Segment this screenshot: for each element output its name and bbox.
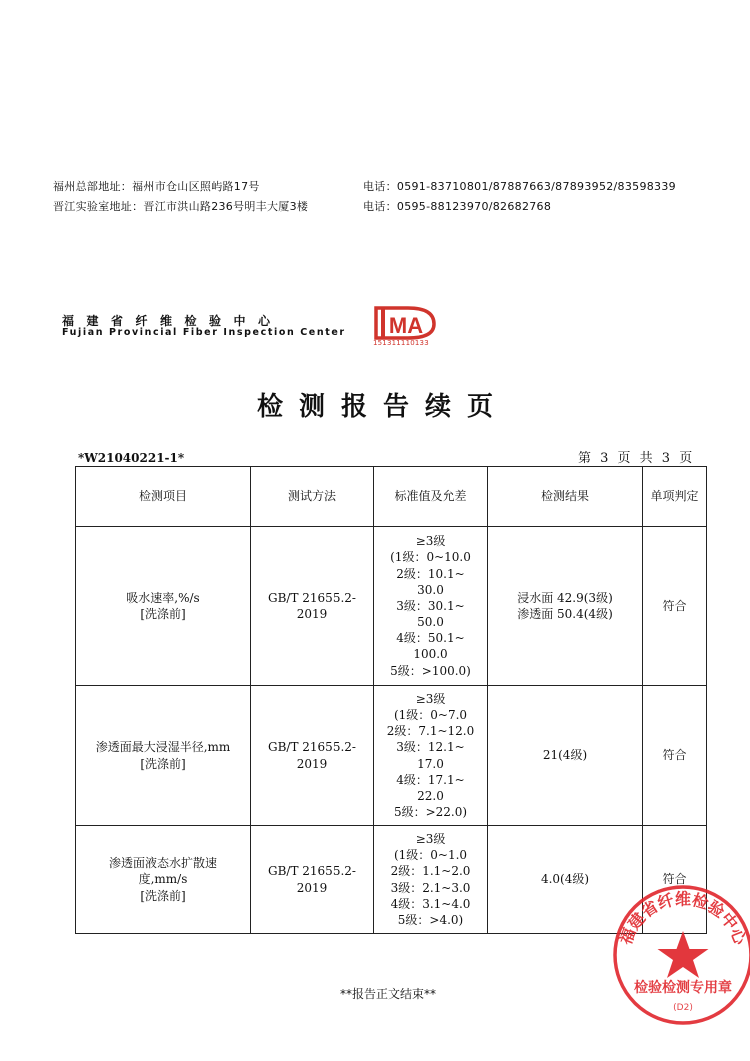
cell-standard (374, 686, 488, 826)
cell-standard (374, 826, 488, 934)
cell-method (251, 686, 374, 826)
cell-standard (374, 527, 488, 686)
col-header-verdict: 单项判定 (643, 467, 707, 527)
cell-method (251, 826, 374, 934)
method-line: GB/T 21655.2- (268, 740, 356, 755)
item-line: [洗涤前] (140, 756, 186, 771)
standard-line: 2级：10.1~ (396, 566, 465, 581)
item-line: [洗涤前] (140, 607, 186, 621)
method-line: GB/T 21655.2- (268, 864, 356, 879)
seal-ring-text: 福建省纤维检验中心 (615, 889, 750, 948)
method-line: 2019 (296, 756, 328, 771)
item-line: 吸水速率,%/s (126, 590, 200, 605)
cell-item (76, 527, 251, 686)
cell-result (488, 686, 643, 826)
item-line: 渗透面液态水扩散速 (108, 856, 217, 871)
cell-verdict: 符合 (643, 826, 707, 934)
standard-line: 3级：2.1~3.0 (390, 880, 471, 895)
cell-method (251, 527, 374, 686)
hq-address-line (53, 178, 676, 194)
standard-line: 17.0 (417, 756, 444, 771)
item-line: [洗涤前] (140, 888, 186, 903)
standard-line: 3级：30.1~ (396, 598, 465, 613)
item-line: 度,mm/s (138, 872, 188, 887)
table-header-row (76, 467, 707, 527)
standard-line: 5级：>4.0) (397, 912, 464, 927)
standard-line: 30.0 (417, 582, 444, 597)
page-info: 第 3 页 共 3 页 (578, 451, 695, 466)
standard-line: 2级：7.1~12.0 (386, 724, 475, 739)
result-line: 4.0(4级) (540, 872, 590, 887)
standard-line: 3级：12.1~ (396, 740, 465, 755)
standard-line: 4级：17.1~ (396, 772, 465, 787)
item-line: 渗透面最大浸湿半径,mm (95, 740, 231, 755)
standard-line: ≥3级 (415, 691, 446, 706)
method-line: 2019 (296, 607, 328, 621)
official-seal-stamp (609, 881, 750, 1029)
standard-line: 100.0 (413, 647, 448, 662)
cma-number: 151311110133 (373, 339, 429, 347)
lab-phone: 电话：0595-88123970/82682768 (363, 200, 552, 213)
table-row (76, 527, 707, 686)
method-line: 2019 (296, 880, 328, 895)
result-line: 21(4级) (542, 748, 588, 763)
seal-code: (D2) (673, 1003, 693, 1013)
hq-address: 福州总部地址：福州市仓山区照屿路17号 (53, 180, 260, 193)
table-row (76, 686, 707, 826)
org-name-cn: 福建省纤维检验中心 (62, 314, 283, 328)
standard-line: 2级：1.1~2.0 (390, 864, 471, 879)
cell-verdict: 符合 (643, 527, 707, 686)
standard-line: 5级：>100.0) (390, 663, 471, 678)
cell-result (488, 527, 643, 686)
cell-verdict: 符合 (643, 686, 707, 826)
standard-line: ≥3级 (415, 831, 446, 846)
seal-inner-text: 检验检测专用章 (634, 980, 732, 996)
cell-item (76, 826, 251, 934)
standard-line: 4级：50.1~ (396, 631, 465, 646)
standard-line: 4级：3.1~4.0 (390, 896, 471, 911)
standard-line: 50.0 (417, 615, 444, 630)
lab-address-line (53, 198, 552, 214)
result-line: 浸水面 42.9(3级) (517, 590, 613, 605)
org-name-en: Fujian Provincial Fiber Inspection Center (62, 327, 346, 338)
lab-address: 晋江实验室地址：晋江市洪山路236号明丰大厦3楼 (53, 200, 309, 213)
col-header-standard: 标准值及允差 (374, 467, 488, 527)
end-note: **报告正文结束** (339, 987, 436, 1001)
standard-line: (1级：0~10.0 (390, 550, 471, 565)
cell-item (76, 686, 251, 826)
result-line: 渗透面 50.4(4级) (517, 607, 613, 621)
report-code: *W21040221-1* (78, 451, 185, 465)
method-line: GB/T 21655.2- (268, 590, 356, 605)
standard-line: 5级：>22.0) (393, 805, 468, 820)
standard-line: (1级：0~7.0 (393, 707, 468, 722)
col-header-result: 检测结果 (488, 467, 643, 527)
results-table (75, 466, 707, 934)
seal-star-icon (658, 931, 709, 978)
standard-line: 22.0 (417, 788, 444, 803)
page-title: 检测报告续页 (256, 392, 509, 422)
standard-line: (1级：0~1.0 (393, 848, 468, 863)
hq-phone: 电话：0591-83710801/87887663/87893952/83598339 (363, 180, 676, 193)
col-header-method: 测试方法 (251, 467, 374, 527)
cma-logo-text: MA (388, 313, 424, 338)
col-header-item: 检测项目 (76, 467, 251, 527)
standard-line: ≥3级 (415, 534, 446, 549)
